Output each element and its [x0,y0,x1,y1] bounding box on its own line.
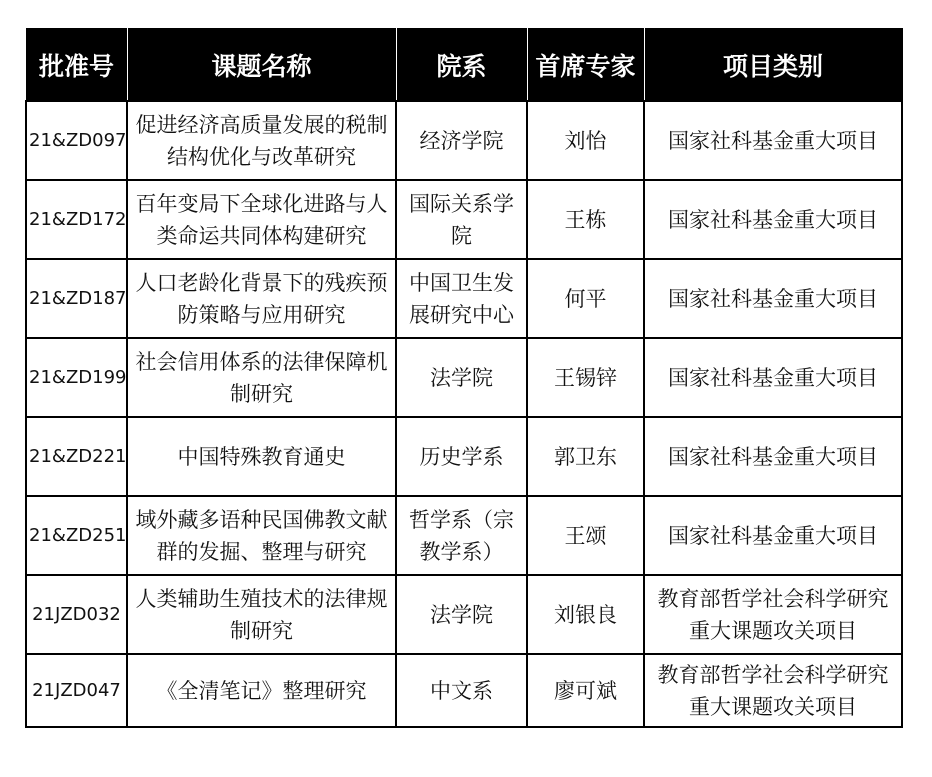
department-text: 法学院 [430,365,493,390]
chief-expert-cell: 刘怡 [527,101,644,180]
project-category-text: 国家社科基金重大项目 [668,286,878,311]
department-text: 经济学院 [419,128,504,153]
project-category-cell [644,654,902,727]
project-category-cell [644,417,902,496]
project-category-text: 教育部哲学社会科学研究重大课题攻关项目 [657,662,889,719]
department-text: 哲学系（宗教学系） [409,507,514,564]
project-title-cell [127,654,396,727]
department-text: 历史学系 [419,444,504,469]
project-title-text: 人类辅助生殖技术的法律规制研究 [135,586,388,643]
approval-number-cell: 21&ZD221 [26,417,127,496]
project-category-cell [644,575,902,654]
table-row [26,180,902,259]
department-text: 国际关系学院 [409,191,514,248]
project-title-cell [127,101,396,180]
projects-table [25,28,903,728]
header-project-title: 课题名称 [127,29,396,102]
table-row [26,259,902,338]
table-row [26,417,902,496]
project-title-text: 促进经济高质量发展的税制结构优化与改革研究 [135,112,388,169]
project-category-cell [644,338,902,417]
project-category-text: 国家社科基金重大项目 [668,444,878,469]
project-category-text: 国家社科基金重大项目 [668,365,878,390]
project-category-cell [644,496,902,575]
project-title-text: 中国特殊教育通史 [177,444,346,469]
project-category-cell [644,180,902,259]
department-cell [396,496,527,575]
approval-number-cell: 21&ZD187 [26,259,127,338]
project-category-cell [644,101,902,180]
project-category-text: 国家社科基金重大项目 [668,128,878,153]
project-title-cell [127,496,396,575]
project-title-cell [127,575,396,654]
table-body [26,101,902,727]
project-title-text: 人口老龄化背景下的残疾预防策略与应用研究 [135,270,388,327]
project-category-text: 国家社科基金重大项目 [668,207,878,232]
approval-number-cell: 21&ZD172 [26,180,127,259]
project-category-text: 教育部哲学社会科学研究重大课题攻关项目 [657,586,889,643]
header-chief-expert: 首席专家 [527,29,644,102]
chief-expert-cell: 王颂 [527,496,644,575]
department-cell [396,575,527,654]
project-title-text: 《全清笔记》整理研究 [156,678,367,703]
table-row [26,575,902,654]
department-cell [396,180,527,259]
chief-expert-cell: 刘银良 [527,575,644,654]
department-text: 中国卫生发展研究中心 [409,270,514,327]
chief-expert-cell: 王栋 [527,180,644,259]
department-cell [396,259,527,338]
project-title-text: 社会信用体系的法律保障机制研究 [135,349,388,406]
project-title-cell [127,259,396,338]
project-title-text: 百年变局下全球化进路与人类命运共同体构建研究 [135,191,388,248]
chief-expert-cell: 郭卫东 [527,417,644,496]
header-project-category: 项目类别 [644,29,902,102]
department-cell [396,654,527,727]
table-row [26,338,902,417]
department-text: 法学院 [430,602,493,627]
project-title-cell [127,338,396,417]
table-row [26,654,902,727]
department-cell [396,417,527,496]
table-row [26,101,902,180]
project-title-text: 域外藏多语种民国佛教文献群的发掘、整理与研究 [135,507,388,564]
approval-number-cell: 21&ZD199 [26,338,127,417]
department-cell [396,338,527,417]
approval-number-cell: 21&ZD097 [26,101,127,180]
department-text: 中文系 [430,678,493,703]
table-row [26,496,902,575]
chief-expert-cell: 何平 [527,259,644,338]
header-row [26,29,902,102]
approval-number-cell: 21JZD047 [26,654,127,727]
approval-number-cell: 21JZD032 [26,575,127,654]
chief-expert-cell: 廖可斌 [527,654,644,727]
header-department: 院系 [396,29,527,102]
header-approval-number: 批准号 [26,29,127,102]
project-category-cell [644,259,902,338]
project-title-cell [127,417,396,496]
table-header [26,29,902,102]
chief-expert-cell: 王锡锌 [527,338,644,417]
project-title-cell [127,180,396,259]
approval-number-cell: 21&ZD251 [26,496,127,575]
department-cell [396,101,527,180]
project-category-text: 国家社科基金重大项目 [668,523,878,548]
